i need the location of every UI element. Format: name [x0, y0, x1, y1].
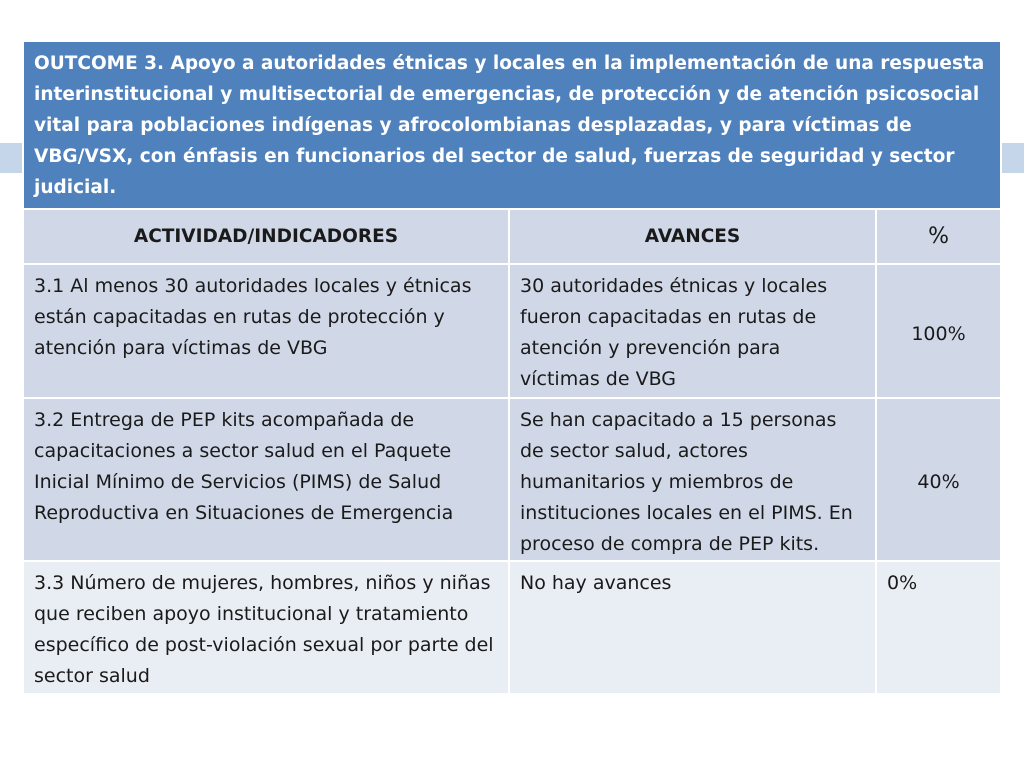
column-header-percent: %: [876, 209, 1001, 264]
table-row: [23, 561, 1001, 694]
progress-cell: Se han capacitado a 15 personas de sector salud, actores humanitarios y miembros de instituciones locales en el PIMS. En proceso de compra de PEP kits.: [509, 398, 876, 561]
activity-cell: 3.2 Entrega de PEP kits acompañada de capacitaciones a sector salud en el Paquete Inicial Mínimo de Servicios (PIMS) de Salud Reproductiva en Situaciones de Emergencia: [23, 398, 509, 561]
table-header: [23, 209, 1001, 264]
column-header-activity: ACTIVIDAD/INDICADORES: [23, 209, 509, 264]
column-header-progress: AVANCES: [509, 209, 876, 264]
table-row: [23, 398, 1001, 561]
outcome-row: [23, 41, 1001, 209]
activity-cell: 3.1 Al menos 30 autoridades locales y étnicas están capacitadas en rutas de protección y atención para víctimas de VBG: [23, 264, 509, 398]
progress-cell: No hay avances: [509, 561, 876, 694]
progress-table: [22, 40, 1002, 695]
percent-cell: 100%: [876, 264, 1001, 398]
activity-cell: 3.3 Número de mujeres, hombres, niños y niñas que reciben apoyo institucional y tratamiento específico de post-violación sexual por parte del sector salud: [23, 561, 509, 694]
percent-cell: 0%: [876, 561, 1001, 694]
percent-cell: 40%: [876, 398, 1001, 561]
progress-cell: 30 autoridades étnicas y locales fueron capacitadas en rutas de atención y prevención para víctimas de VBG: [509, 264, 876, 398]
outcome-title: OUTCOME 3. Apoyo a autoridades étnicas y locales en la implementación de una respuesta interinstitucional y multisectorial de emergencias, de protección y de atención psicosocial vital para poblaciones indígenas y afrocolombianas desplazadas, y para víctimas de VBG/VSX, con énfasis en funcionarios del sector de salud, fuerzas de seguridad y sector judicial.: [23, 41, 1001, 209]
table-row: [23, 264, 1001, 398]
